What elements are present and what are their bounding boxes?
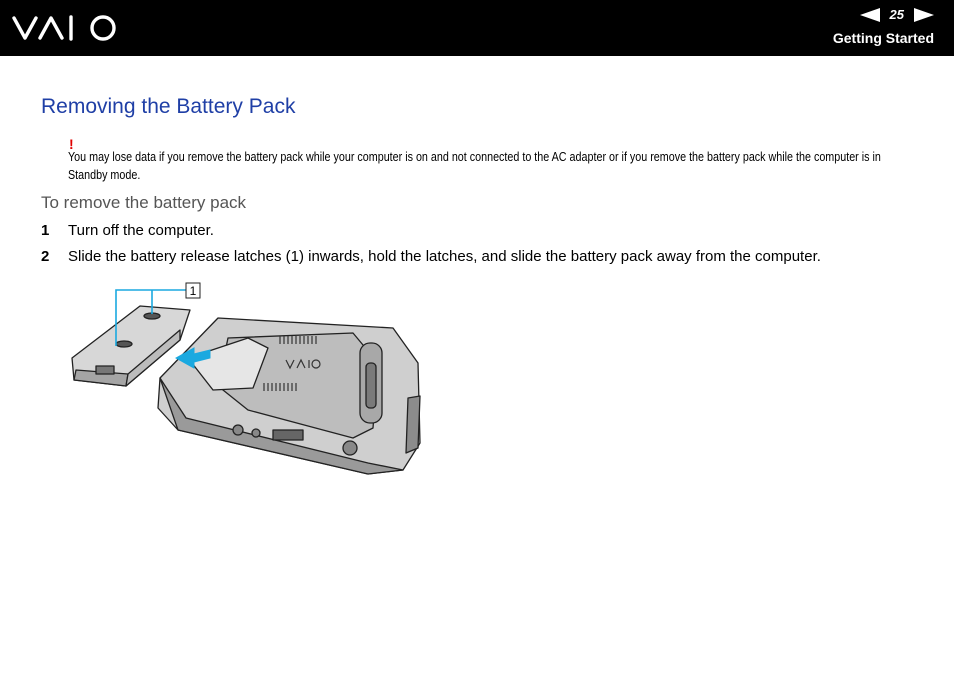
procedure-heading: To remove the battery pack: [41, 193, 247, 212]
step-number: 2: [41, 248, 50, 265]
step-text: Turn off the computer.: [68, 222, 214, 239]
page-number: 25: [889, 7, 904, 22]
battery-removal-illustration: [68, 278, 428, 478]
step-text: Slide the battery release latches (1) inwards, hold the latches, and slide the battery pack away from the computer.: [68, 248, 821, 265]
page-title: Removing the Battery Pack: [41, 95, 296, 118]
page-header: [0, 0, 954, 56]
step-number: 1: [41, 222, 50, 239]
next-page-arrow-icon[interactable]: [914, 8, 934, 22]
previous-page-arrow-icon[interactable]: [860, 8, 880, 22]
vaio-logo: [12, 13, 120, 43]
warning-text: You may lose data if you remove the battery pack while your computer is on and not connected to the AC adapter or if you remove the battery pack while the computer is in Standby mode.: [68, 150, 881, 182]
section-title: Getting Started: [832, 30, 934, 46]
warning-icon: !: [69, 136, 74, 152]
figure-callout-label: 1: [189, 284, 197, 298]
page-nav: [860, 7, 934, 22]
